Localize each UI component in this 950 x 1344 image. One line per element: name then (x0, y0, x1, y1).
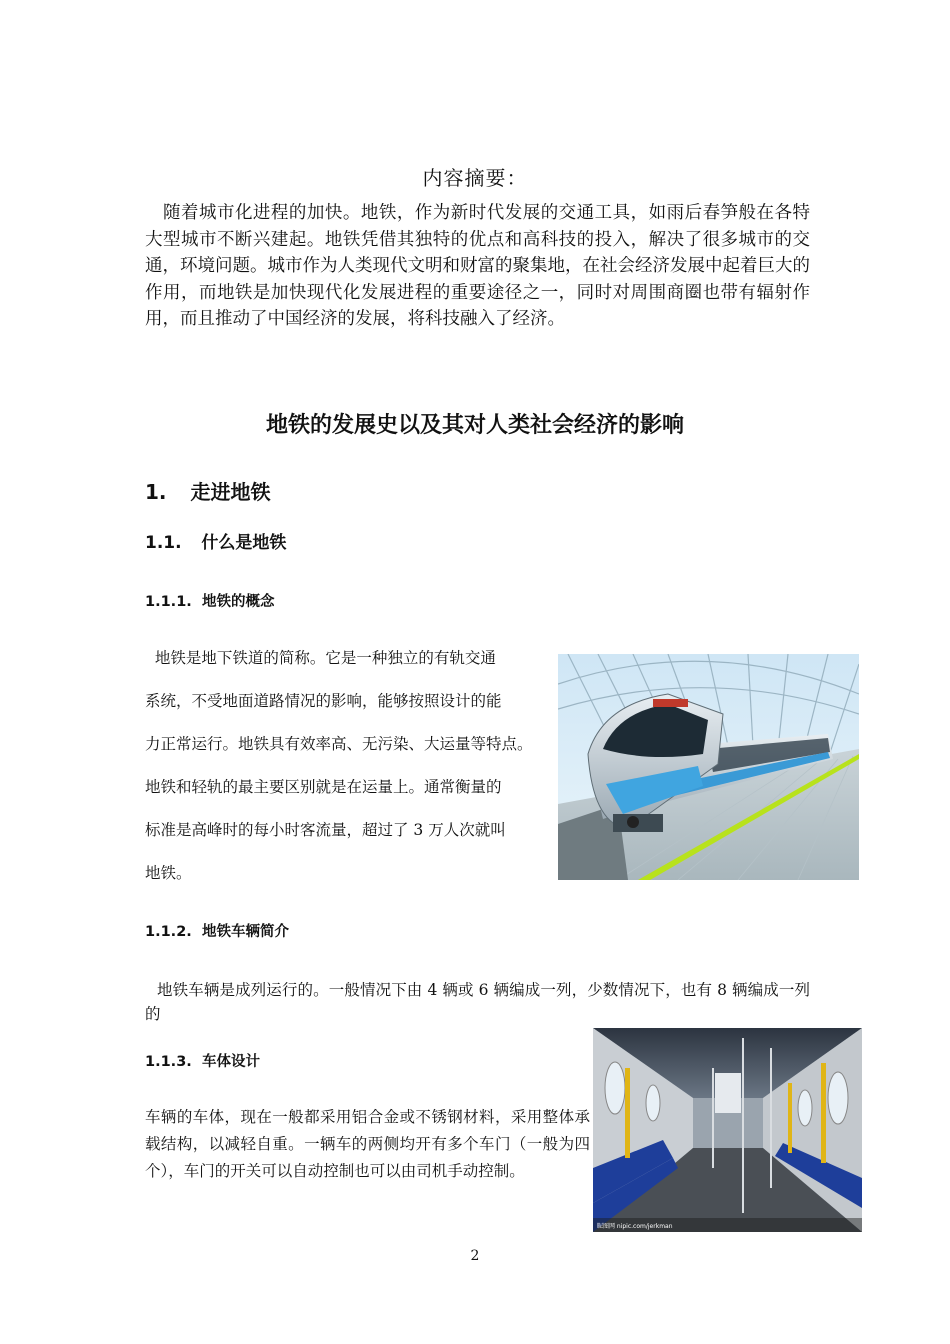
section-number: 1. (145, 480, 167, 504)
section-title: 走进地铁 (190, 480, 271, 504)
paragraph-line: 地铁是地下铁道的简称。它是一种独立的有轨交通 (145, 649, 496, 667)
document-title: 地铁的发展史以及其对人类社会经济的影响 (265, 413, 684, 438)
abstract-title: 内容摘要： (422, 166, 528, 190)
section-number: 1.1.2. (145, 924, 192, 940)
section-number: 1.1. (145, 533, 182, 553)
section-heading-1-1-2 (145, 920, 289, 941)
paragraph-line: 地铁和轻轨的最主要区别就是在运量上。通常衡量的 (145, 778, 502, 796)
section-heading-1 (145, 476, 270, 505)
paragraph-line: 地铁。 (145, 864, 192, 882)
section-title: 车体设计 (202, 1054, 260, 1070)
body-design-paragraph: 车辆的车体，现在一般都采用铝合金或不锈钢材料，采用整体承载结构，以减轻自重。一辆车的两侧均开有多个车门（一般为四个），车门的开关可以自动控制也可以由司机手动控制。 (145, 1108, 590, 1180)
section-number: 1.1.3. (145, 1054, 192, 1070)
section-heading-1-1-3 (145, 1050, 260, 1071)
section-title: 地铁的概念 (202, 594, 275, 610)
section-heading-1-1-1 (145, 590, 275, 611)
section-number: 1.1.1. (145, 594, 192, 610)
concept-paragraph (145, 648, 565, 906)
section-title: 地铁车辆简介 (202, 924, 289, 940)
section-heading-1-1 (145, 528, 286, 553)
paragraph-line: 标准是高峰时的每小时客流量，超过了 3 万人次就叫 (145, 821, 506, 839)
abstract-text: 随着城市化进程的加快。地铁，作为新时代发展的交通工具，如雨后春笋般在各特大型城市不断兴建起。地铁凭借其独特的优点和高科技的投入，解决了很多城市的交通，环境问题。城市作为人类现代文明和财富的聚集地，在社会经济发展中起着巨大的作用，而地铁是加快现代化发展进程的重要途径之一，同时对周围商圈也带有辐射作用，而且推动了中国经济的发展，将科技融入了经济。 (145, 203, 810, 329)
vehicle-intro-paragraph: 地铁车辆是成列运行的。一般情况下由 4 辆或 6 辆编成一列，少数情况下，也有 8 辆编成一列的 (145, 981, 810, 1023)
page-number: 2 (470, 1248, 480, 1264)
image-watermark: 昵图网 nipic.com/jerkman (597, 1223, 673, 1230)
paragraph-line: 力正常运行。地铁具有效率高、无污染、大运量等特点。 (145, 735, 533, 753)
paragraph-line: 系统，不受地面道路情况的影响，能够按照设计的能 (145, 692, 502, 710)
section-title: 什么是地铁 (201, 533, 287, 553)
subway-train-exterior-photo (558, 654, 859, 880)
subway-train-interior-photo (593, 1028, 862, 1232)
